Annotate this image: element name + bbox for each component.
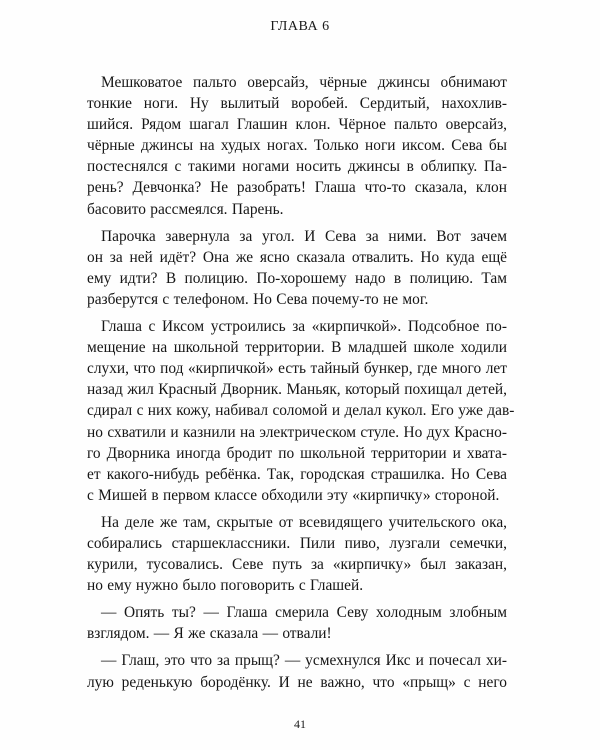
text-line: басовито рассмеялся. Парень.	[87, 200, 284, 218]
text-line: — Глаш, это что за прыщ? — усмехнулся Икс и почесал хи-	[101, 652, 507, 670]
paragraph	[87, 226, 507, 310]
text-line: На деле же там, скрытые от всевидящего учительского ока,	[101, 513, 507, 531]
text-line: Мешковатое пальто оверсайз, чёрные джинсы обнимают	[101, 74, 507, 91]
text-line: постеснялся с такими ногами носить джинсы в облипку. Па-	[87, 158, 507, 176]
paragraph	[87, 512, 507, 596]
page-number: 41	[294, 717, 306, 731]
paragraph	[87, 72, 507, 220]
page-body	[87, 72, 515, 693]
text-line: шийся. Рядом шагал Глашин клон. Чёрное пальто оверсайз,	[87, 116, 507, 134]
text-line: Парочка завернула за угол. И Сева за ними. Вот зачем	[101, 227, 507, 245]
text-line: сдирал с них кожу, набивал соломой и делал кукол. Его уже дав-	[87, 402, 515, 420]
text-line: взглядом. — Я же сказала — отвали!	[87, 625, 332, 643]
text-line: разберутся с телефоном. Но Сева почему-то не мог.	[87, 290, 429, 308]
text-line: — Опять ты? — Глаша смерила Севу холодным злобным	[101, 604, 507, 622]
text-line: рень? Девчонка? Не разобрать! Глаша что-то сказала, клон	[87, 179, 507, 197]
text-line: лую реденькую бородёнку. И не важно, что «прыщ» с него	[87, 673, 507, 691]
text-line: чёрные джинсы на худых ногах. Только ноги иксом. Сева бы	[87, 137, 507, 155]
paragraph	[87, 650, 507, 692]
text-line: тонкие ноги. Ну вылитый воробей. Сердитый, нахохлив-	[87, 95, 507, 113]
text-line: го Дворника иногда бродит по школьной территории и хвата-	[87, 444, 507, 462]
text-line: слухи, что под «кирпичкой» есть тайный бункер, где много лет	[87, 360, 507, 378]
paragraph	[87, 602, 507, 644]
text-line: назад жил Красный Дворник. Маньяк, который похищал детей,	[87, 381, 507, 399]
text-line: собирались старшеклассники. Пили пиво, лузгали семечки,	[87, 534, 507, 552]
paragraph	[87, 316, 515, 506]
text-line: но схватили и казнили на электрическом стуле. Но дух Красно-	[87, 423, 507, 441]
text-line: курили, тусовались. Севе путь за «кирпичку» был заказан,	[87, 556, 507, 574]
text-line: но ему нужно было поговорить с Глашей.	[87, 577, 364, 595]
text-line: Глаша с Иксом устроились за «кирпичкой». Подсобное по-	[101, 318, 507, 336]
chapter-header: ГЛАВА 6	[270, 19, 330, 34]
text-line: с Мишей в первом классе обходили эту «кирпичку» стороной.	[87, 486, 500, 504]
text-line: мещение на школьной территории. В младшей школе ходили	[87, 339, 507, 357]
text-line: ет какого-нибудь ребёнка. Так, городская страшилка. Но Сева	[87, 465, 507, 483]
text-line: он за ней идёт? Она же ясно сказала отвалить. Но куда ещё	[87, 248, 507, 266]
text-line: ему идти? В полицию. По-хорошему надо в полицию. Там	[87, 269, 507, 287]
